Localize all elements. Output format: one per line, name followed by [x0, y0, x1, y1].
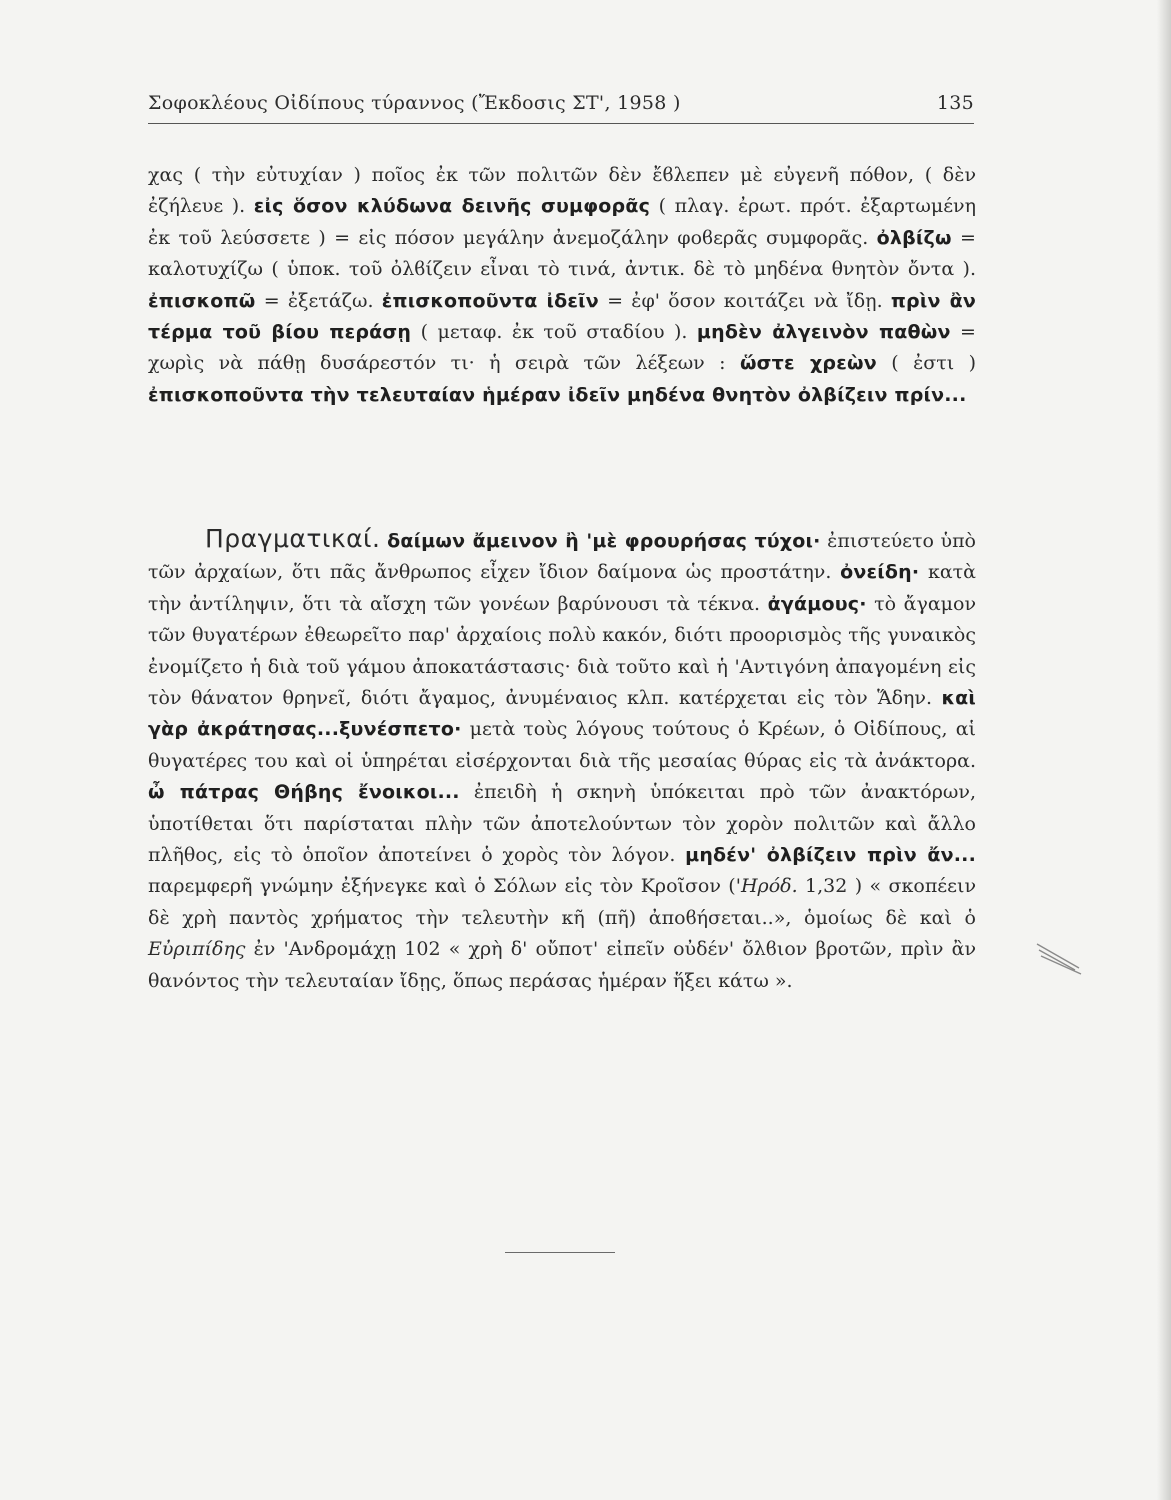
- text: ( πλαγ. ἐρωτ. πρότ. ἐξαρτωμένη ἐκ τοῦ λεύσσετε ) = εἰς πόσον μεγάλην ἀνεμοζάλην φοϐερᾶς συμφορᾶς.: [148, 195, 976, 249]
- citation: Εὐριπίδης: [148, 938, 246, 961]
- text: = ἐξετάζω.: [255, 289, 382, 312]
- citation: 'Ηρόδ.: [735, 875, 798, 898]
- page-number: 135: [936, 92, 974, 114]
- text: ἐπειδὴ ἡ σκηνὴ ὑπόκειται πρὸ τῶν ἀνακτόρων, ὑποτίθεται ὅτι παρίσταται πλὴν τῶν ἀποτελούντων τὸν χορὸν πολιτῶν καὶ ἄλλο πλῆθος, εἰς τὸ ὁποῖον ἀποτείνει ὁ χορὸς τὸν λόγον.: [148, 781, 977, 867]
- text: ( ἐστι ): [876, 352, 977, 375]
- text: = χωρὶς νὰ πάθῃ δυσάρεστόν τι· ἡ σειρὰ τῶν λέξεων :: [148, 321, 976, 375]
- lemma: δαίμων ἄμεινον ἢ 'μὲ φρουρήσας τύχοι·: [387, 530, 821, 552]
- page-edge-shadow: [1157, 0, 1171, 1500]
- margin-mark-icon: [1035, 940, 1085, 980]
- section-heading: Πραγματικαί.: [205, 524, 381, 553]
- running-header: [148, 84, 974, 124]
- lemma: ἀγάμους·: [767, 592, 867, 615]
- lemma: ἐπισκοποῦντα τὴν τελευταίαν ἡμέραν ἰδεῖν μηδένα θνητὸν ὀλβίζειν πρίν...: [148, 383, 967, 406]
- text: μετὰ τοὺς λόγους τούτους ὁ Κρέων, ὁ Οἰδίπους, αἱ θυγατέρες του καὶ οἱ ὑπηρέται εἰσέρχονται διὰ τῆς μεσαίας θύρας εἰς τὰ ἀνάκτορα.: [148, 718, 976, 772]
- text: ἐν 'Ανδρομάχῃ 102 « χρὴ δ' οὔποτ' εἰπεῖν οὐδέν' ὄλϐιον βροτῶν, πρὶν ἂν θανόντος τὴν τελευταίαν ἴδῃς, ὅπως περάσας ἡμέραν ἥξει κάτω ».: [148, 938, 976, 992]
- text: 1,32 ) « σκοπέειν δὲ χρὴ παντὸς χρήματος τὴν τελευτὴν κῆ (πῆ) ἀποϐήσεται..», ὁμοίως δὲ καὶ ὁ: [148, 875, 976, 929]
- lemma: ὥστε χρεὼν: [739, 352, 877, 375]
- text: χας ( τὴν εὐτυχίαν ) ποῖος ἐκ τῶν πολιτῶν δὲν ἔϐλεπεν μὲ εὐγενῆ πόθον, ( δὲν ἐζήλευε ).: [148, 164, 976, 218]
- lemma: καὶ γὰρ ἀκράτησας...ξυνέσπετο·: [148, 687, 976, 741]
- lemma: μηδὲν ἀλγεινὸν παθὼν: [696, 321, 951, 344]
- end-rule: [505, 1252, 615, 1253]
- text: = ἐφ' ὅσον κοιτάζει νὰ ἴδῃ.: [598, 289, 891, 312]
- text: παρεμφερῆ γνώμην ἐξήνεγκε καὶ ὁ Σόλων εἰς τὸν Κροῖσον (: [148, 875, 736, 898]
- text: = καλοτυχίζω ( ὑποκ. τοῦ ὀλϐίζειν εἶναι τὸ τινά, ἀντικ. δὲ τὸ μηδένα θνητὸν ὄντα ).: [148, 226, 976, 281]
- lemma: μηδέν' ὀλβίζειν πρὶν ἄν...: [685, 844, 976, 867]
- header-rule: [148, 123, 974, 124]
- running-title: Σοφοκλέους Οἰδίπους τύραννος (Ἔκδοσις ΣΤ', 1958 ): [148, 92, 681, 114]
- lemma: ἐπισκοποῦντα ἰδεῖν: [381, 289, 599, 312]
- lemma: ὦ πάτρας Θήβης ἔνοικοι...: [148, 781, 460, 804]
- lemma: ἐπισκοπῶ: [148, 289, 256, 312]
- paragraph-commentary: [148, 160, 976, 411]
- text: ἐπιστεύετο ὑπὸ τῶν ἀρχαίων, ὅτι πᾶς ἄνθρωπος εἶχεν ἴδιον δαίμονα ὡς προστάτην.: [148, 530, 976, 584]
- lemma: πρὶν ἂν τέρμα τοῦ βίου περάσῃ: [148, 289, 976, 344]
- paragraph-realia: [148, 523, 976, 997]
- lemma: εἰς ὅσον κλύδωνα δεινῆς συμφορᾶς: [253, 195, 651, 218]
- lemma: ὀνείδη·: [840, 561, 920, 584]
- text: τὸ ἄγαμον τῶν θυγατέρων ἐθεωρεῖτο παρ' ἀρχαίοις πολὺ κακόν, διότι προορισμὸς τῆς γυναικὸς ἐνομίζετο ἡ διὰ τοῦ γάμου ἀποκατάστασις· διὰ τοῦτο καὶ ἡ 'Αντιγόνη ἀπαγομένη εἰς τὸν θάνατον θρηνεῖ, διότι ἄγαμος, ἀνυμέναιος κλπ. κατέρχεται εἰς τὸν Ἅδην.: [148, 592, 976, 710]
- lemma: ὀλβίζω: [876, 226, 952, 249]
- text: ( μεταφ. ἐκ τοῦ σταδίου ).: [411, 321, 697, 344]
- text: κατὰ τὴν ἀντίληψιν, ὅτι τὰ αἴσχη τῶν γονέων βαρύνουσι τὰ τέκνα.: [148, 561, 976, 615]
